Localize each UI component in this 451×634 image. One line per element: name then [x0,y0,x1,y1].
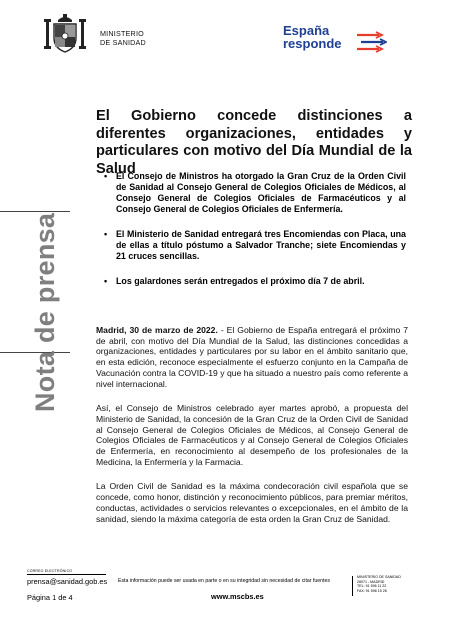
paragraph-3: La Orden Civil de Sanidad es la máxima condecoración civil española que se concede, como honor, distinción y reconocimiento públicos, para premiar méritos, conductas, actividades o servicios relevantes o excepcionales, en el ámbito de la sanidad, siendo la máxima categoría de esta orden la Gran Cruz de Sanidad. [96,481,408,524]
article-body [96,325,408,538]
bullet-item: • Los galardones serán entregados el próximo día 7 de abril. [114,276,406,287]
contact-line: TEL: 91 596 11 22 [357,584,387,589]
bullet-item: • El Ministerio de Sanidad entregará tres Encomiendas con Placa, una de ellas a título póstumo a Salvador Tranche; siete Encomiendas y 21 cruces sencillas. [114,229,406,262]
usage-notice: Esta información puede ser usada en parte o en su integridad sin necesidad de citar fuentes [118,578,330,584]
website-url: www.mscbs.es [211,592,264,601]
logo-line-2: responde [283,36,342,51]
logo-line-1: España [283,23,330,38]
footer-vertical-divider [352,576,353,596]
ministry-line-2: DE SANIDAD [100,37,146,47]
page-number: Página 1 de 4 [27,593,73,602]
ministry-line-1: MINISTERIO [100,29,144,38]
paragraph-2: Así, el Consejo de Ministros celebrado ayer martes aprobó, a propuesta del Ministerio de Sanidad, la concesión de la Gran Cruz de la Orden Civil de Sanidad al Consejo General de Colegios Oficiales de Médicos, al Consejo General de Colegios Oficiales de Farmacéuticos y al Consejo General de Colegios Oficiales de Enfermería, en reconocimiento al desempeño de los profesionales de la Medicina, la Enfermería y la Farmacia. [96,403,408,467]
coat-of-arms-icon [44,14,86,54]
headline: El Gobierno concede distinciones a diferentes organizaciones, entidades y particulares con motivo del Día Mundial de la Salud [96,108,412,177]
contact-line: 28071 - MADRID [357,579,385,584]
contact-line: MINISTERIO DE SANIDAD [357,575,401,579]
email-label: CORREO ELECTRÓNICO [27,569,73,573]
espana-responde-logo [283,24,342,50]
press-release-label: Nota de prensa [30,212,60,412]
summary-bullets [114,171,406,301]
bullet-item: • El Consejo de Ministros ha otorgado la Gran Cruz de la Orden Civil de Sanidad al Consejo General de Colegios Oficiales de Médicos, al Consejo General de Colegios Oficiales de Farmacéuticos y al Consejo General de Colegios Oficiales de Enfermería. [114,171,406,215]
contact-block [357,575,401,593]
dateline: Madrid, 30 de marzo de 2022. [96,325,218,335]
paragraph-1-text: - El Gobierno de España entregará el próximo 7 de abril, con motivo del Día Mundial de la Salud, las distinciones concedidas a organizaciones, entidades y particulares por su labor en el ámbito sanitario que, en esta edición, reconoce especialmente el esfuerzo conjunto en la Campaña de Vacunación contra la COVID-19 y que ha situado a nuestro país como referente a nivel internacional. [96,325,408,389]
contact-line: FAX: 91 596 15 26 [357,588,387,593]
press-email: prensa@sanidad.gob.es [27,577,108,586]
paragraph-1 [96,325,408,389]
ministry-label [100,30,146,47]
arrows-icon [357,31,387,53]
footer-divider [27,574,106,575]
